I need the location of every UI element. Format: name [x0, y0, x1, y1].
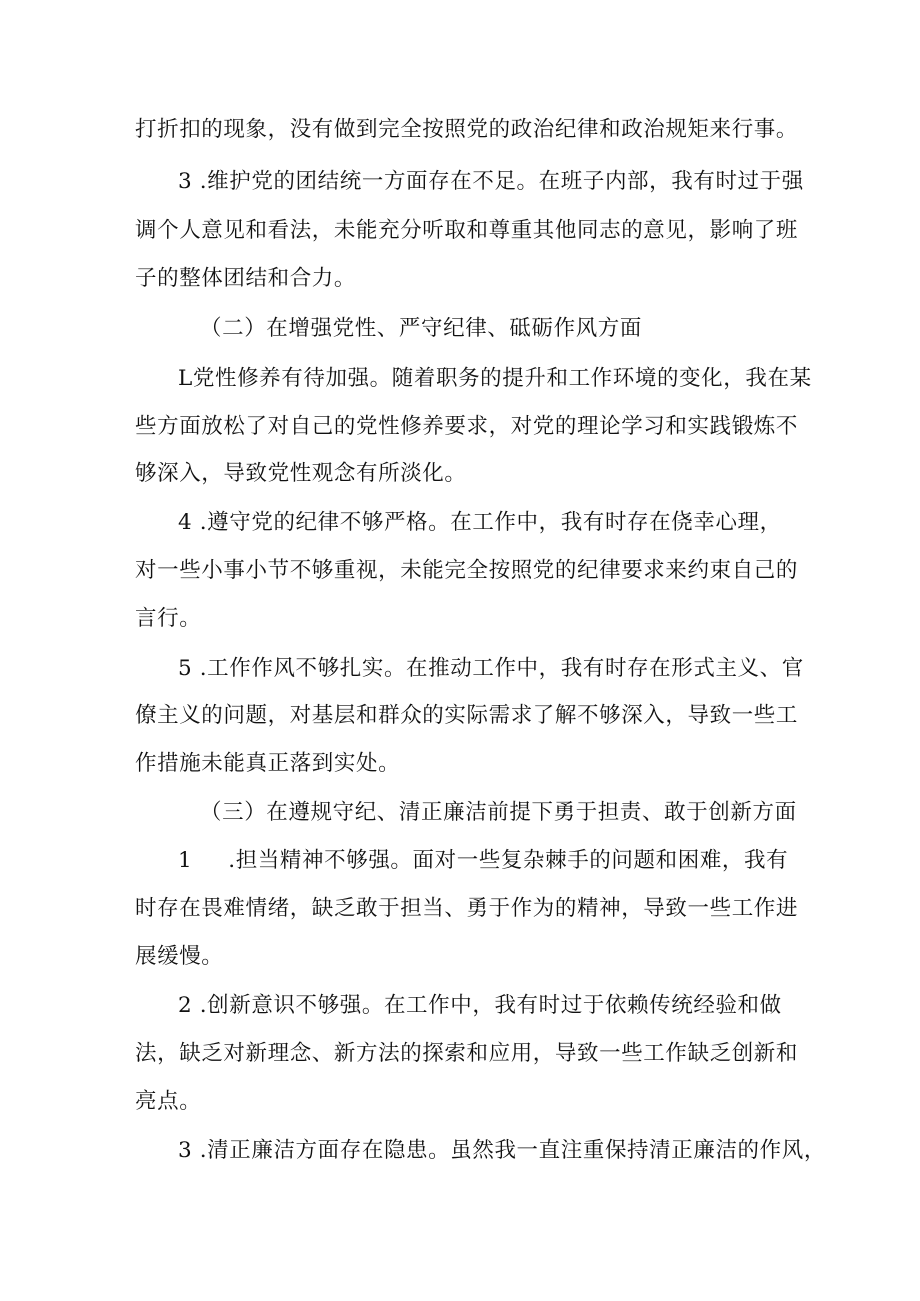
- text-line: 僚主义的问题，对基层和群众的实际需求了解不够深入，导致一些工: [135, 703, 799, 728]
- section-heading: （三）在遵规守纪、清正廉洁前提下勇于担责、敢于创新方面: [200, 800, 797, 825]
- text-line: 些方面放松了对自己的党性修养要求，对党的理论学习和实践锻炼不: [135, 414, 799, 439]
- text-line: 子的整体团结和合力。: [135, 266, 357, 291]
- text-line: 打折扣的现象，没有做到完全按照党的政治纪律和政治规矩来行事。: [135, 117, 799, 142]
- text-line: [178, 846, 788, 876]
- text-line: 作措施未能真正落到实处。: [135, 751, 401, 776]
- text-line: 展缓慢。: [135, 944, 224, 969]
- text-line: 亮点。: [135, 1089, 202, 1114]
- item-number: 1: [178, 848, 193, 873]
- text-line: 2 .创新意识不够强。在工作中，我有时过于依赖传统经验和做: [178, 993, 782, 1018]
- text-line: 法，缺乏对新理念、新方法的探索和应用，导致一些工作缺乏创新和: [135, 1041, 799, 1066]
- text-line: 4 .遵守党的纪律不够严格。在工作中，我有时存在侥幸心理，: [178, 510, 782, 535]
- text-line: 3 .维护党的团结统一方面存在不足。在班子内部，我有时过于强: [178, 169, 804, 194]
- text-line: 3 .清正廉洁方面存在隐患。虽然我一直注重保持清正廉洁的作风，: [178, 1138, 826, 1163]
- text-line: 够深入，导致党性观念有所淡化。: [135, 461, 467, 486]
- item-text: .担当精神不够强。面对一些复杂棘手的问题和困难，我有: [228, 848, 789, 873]
- text-line: L党性修养有待加强。随着职务的提升和工作环境的变化，我在某: [178, 366, 812, 391]
- text-line: 5 .工作作风不够扎实。在推动工作中，我有时存在形式主义、官: [178, 656, 804, 681]
- section-heading: （二）在增强党性、严守纪律、砥砺作风方面: [200, 316, 643, 341]
- text-line: 调个人意见和看法，未能充分听取和尊重其他同志的意见，影响了班: [135, 218, 799, 243]
- text-line: 时存在畏难情绪，缺乏敢于担当、勇于作为的精神，导致一些工作进: [135, 896, 799, 921]
- text-line: 对一些小事小节不够重视，未能完全按照党的纪律要求来约束自己的: [135, 558, 799, 583]
- text-line: 言行。: [135, 606, 202, 631]
